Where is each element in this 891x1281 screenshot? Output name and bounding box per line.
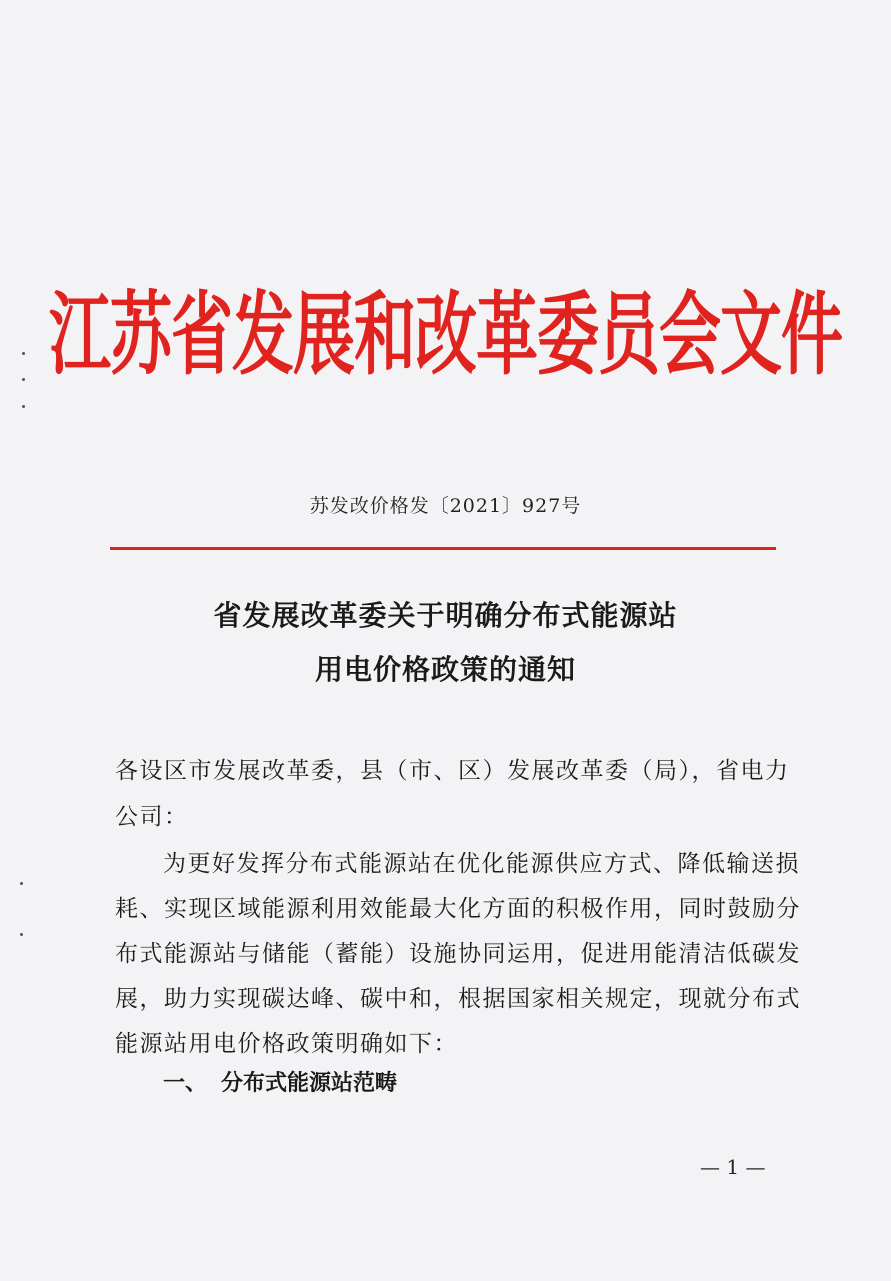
paragraph-line-5: 能源站用电价格政策明确如下： xyxy=(115,1031,458,1057)
addressee-line-1: 各设区市发展改革委，县（市、区）发展改革委（局），省电力 xyxy=(115,758,790,784)
issuer-header-title: 江苏省发展和改革委员会文件 xyxy=(48,281,842,388)
paragraph-line-3: 布式能源站与储能（蓄能）设施协同运用，促进用能清洁低碳发 xyxy=(115,941,801,967)
paragraph-line-1: 为更好发挥分布式能源站在优化能源供应方式、降低输送损 xyxy=(163,851,800,877)
margin-mark xyxy=(20,933,23,936)
addressee-line-2: 公司： xyxy=(115,804,189,830)
document-title-line-2: 用电价格政策的通知 xyxy=(314,653,576,686)
margin-mark xyxy=(22,405,25,408)
document-number: 苏发改价格发〔2021〕927号 xyxy=(309,495,582,517)
paragraph-line-2: 耗、实现区域能源利用效能最大化方面的积极作用，同时鼓励分 xyxy=(115,896,801,922)
paragraph-line-4: 展，助力实现碳达峰、碳中和，根据国家相关规定，现就分布式 xyxy=(115,986,801,1012)
margin-mark xyxy=(20,882,23,885)
section-number: 一、 xyxy=(163,1071,208,1096)
red-divider-line xyxy=(110,547,776,550)
document-title-line-1: 省发展改革委关于明确分布式能源站 xyxy=(213,599,678,632)
section-title: 分布式能源站范畴 xyxy=(221,1071,398,1096)
section-heading-1 xyxy=(163,1066,397,1097)
page-number: — 1 — xyxy=(700,1155,766,1179)
